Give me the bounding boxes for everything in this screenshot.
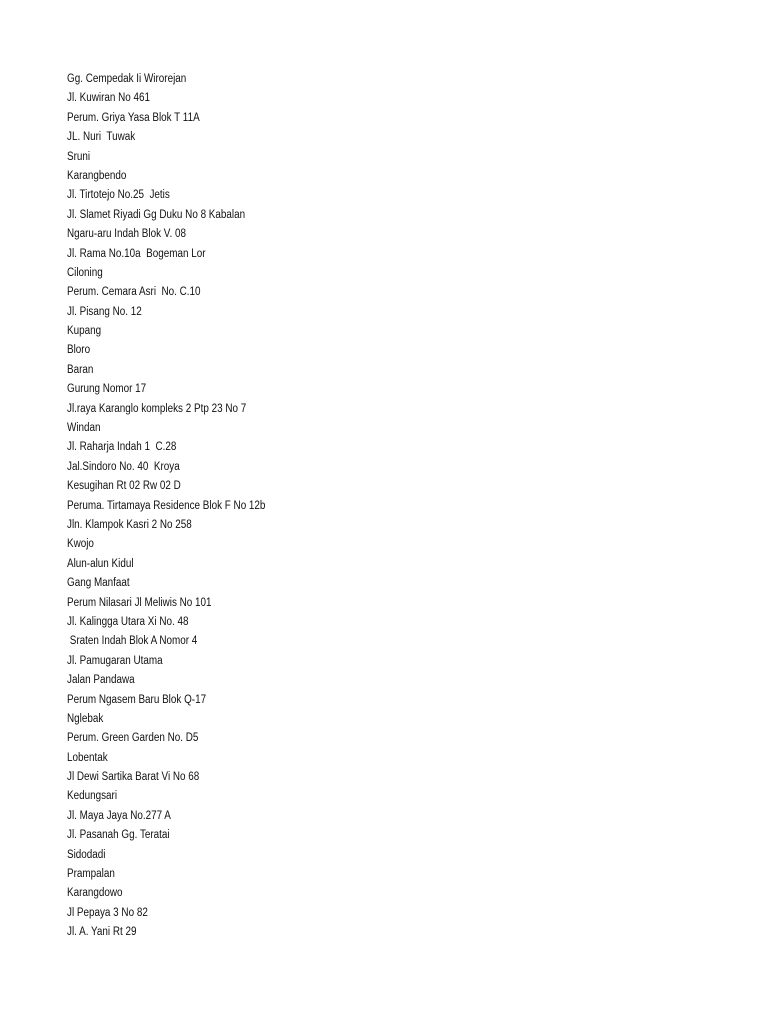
address-line: Jl. Pamugaran Utama — [67, 654, 163, 667]
address-line: Jl. Raharja Indah 1 C.28 — [67, 441, 177, 454]
address-line: Jl Dewi Sartika Barat Vi No 68 — [67, 771, 200, 784]
address-line: Karangdowo — [67, 887, 123, 900]
address-line: Perum Nilasari Jl Meliwis No 101 — [67, 596, 212, 609]
address-line: JL. Nuri Tuwak — [67, 131, 136, 144]
address-line: Karangbendo — [67, 169, 127, 182]
address-line: Baran — [67, 363, 94, 376]
address-line: Perum. Green Garden No. D5 — [67, 732, 199, 745]
address-list — [67, 70, 298, 943]
address-line: Prampalan — [67, 868, 115, 881]
address-line: Perum. Cemara Asri No. C.10 — [67, 286, 201, 299]
address-line: Jln. Klampok Kasri 2 No 258 — [67, 518, 192, 531]
address-line: Ngaru-aru Indah Blok V. 08 — [67, 228, 186, 241]
address-line: Jal.Sindoro No. 40 Kroya — [67, 460, 180, 473]
address-line: Jl. Rama No.10a Bogeman Lor — [67, 247, 206, 260]
address-line: Windan — [67, 422, 101, 435]
address-line: Jl.raya Karanglo kompleks 2 Ptp 23 No 7 — [67, 402, 247, 415]
address-line: Kupang — [67, 325, 102, 338]
address-line: Gurung Nomor 17 — [67, 383, 147, 396]
address-line: Jl. Kalingga Utara Xi No. 48 — [67, 615, 189, 628]
address-line: Jl. Pisang No. 12 — [67, 305, 142, 318]
address-line: Sraten Indah Blok A Nomor 4 — [67, 635, 198, 648]
address-line: Kesugihan Rt 02 Rw 02 D — [67, 480, 181, 493]
address-line: Kwojo — [67, 538, 94, 551]
address-line: Lobentak — [67, 751, 108, 764]
address-line: Jl. Pasanah Gg. Teratai — [67, 829, 170, 842]
address-line: Alun-alun Kidul — [67, 557, 134, 570]
address-line: Kedungsari — [67, 790, 118, 803]
address-line: Perum. Griya Yasa Blok T 11A — [67, 111, 200, 124]
address-line: Jl. Slamet Riyadi Gg Duku No 8 Kabalan — [67, 208, 246, 221]
address-line: Jl. Kuwiran No 461 — [67, 92, 151, 105]
address-line: Peruma. Tirtamaya Residence Blok F No 12b — [67, 499, 266, 512]
address-line: Jl. Maya Jaya No.277 A — [67, 809, 171, 822]
address-line: Ciloning — [67, 266, 103, 279]
address-line: Jl. Tirtotejo No.25 Jetis — [67, 189, 170, 202]
address-line: Gang Manfaat — [67, 577, 130, 590]
address-line: Sruni — [67, 150, 91, 163]
address-line: Sidodadi — [67, 848, 106, 861]
address-line: Nglebak — [67, 712, 104, 725]
address-line: Jalan Pandawa — [67, 674, 135, 687]
address-line: Perum Ngasem Baru Blok Q-17 — [67, 693, 207, 706]
address-line: Jl. A. Yani Rt 29 — [67, 926, 137, 939]
address-line: Bloro — [67, 344, 91, 357]
address-line: Gg. Cempedak Ii Wirorejan — [67, 73, 187, 85]
address-line: Jl Pepaya 3 No 82 — [67, 906, 148, 919]
